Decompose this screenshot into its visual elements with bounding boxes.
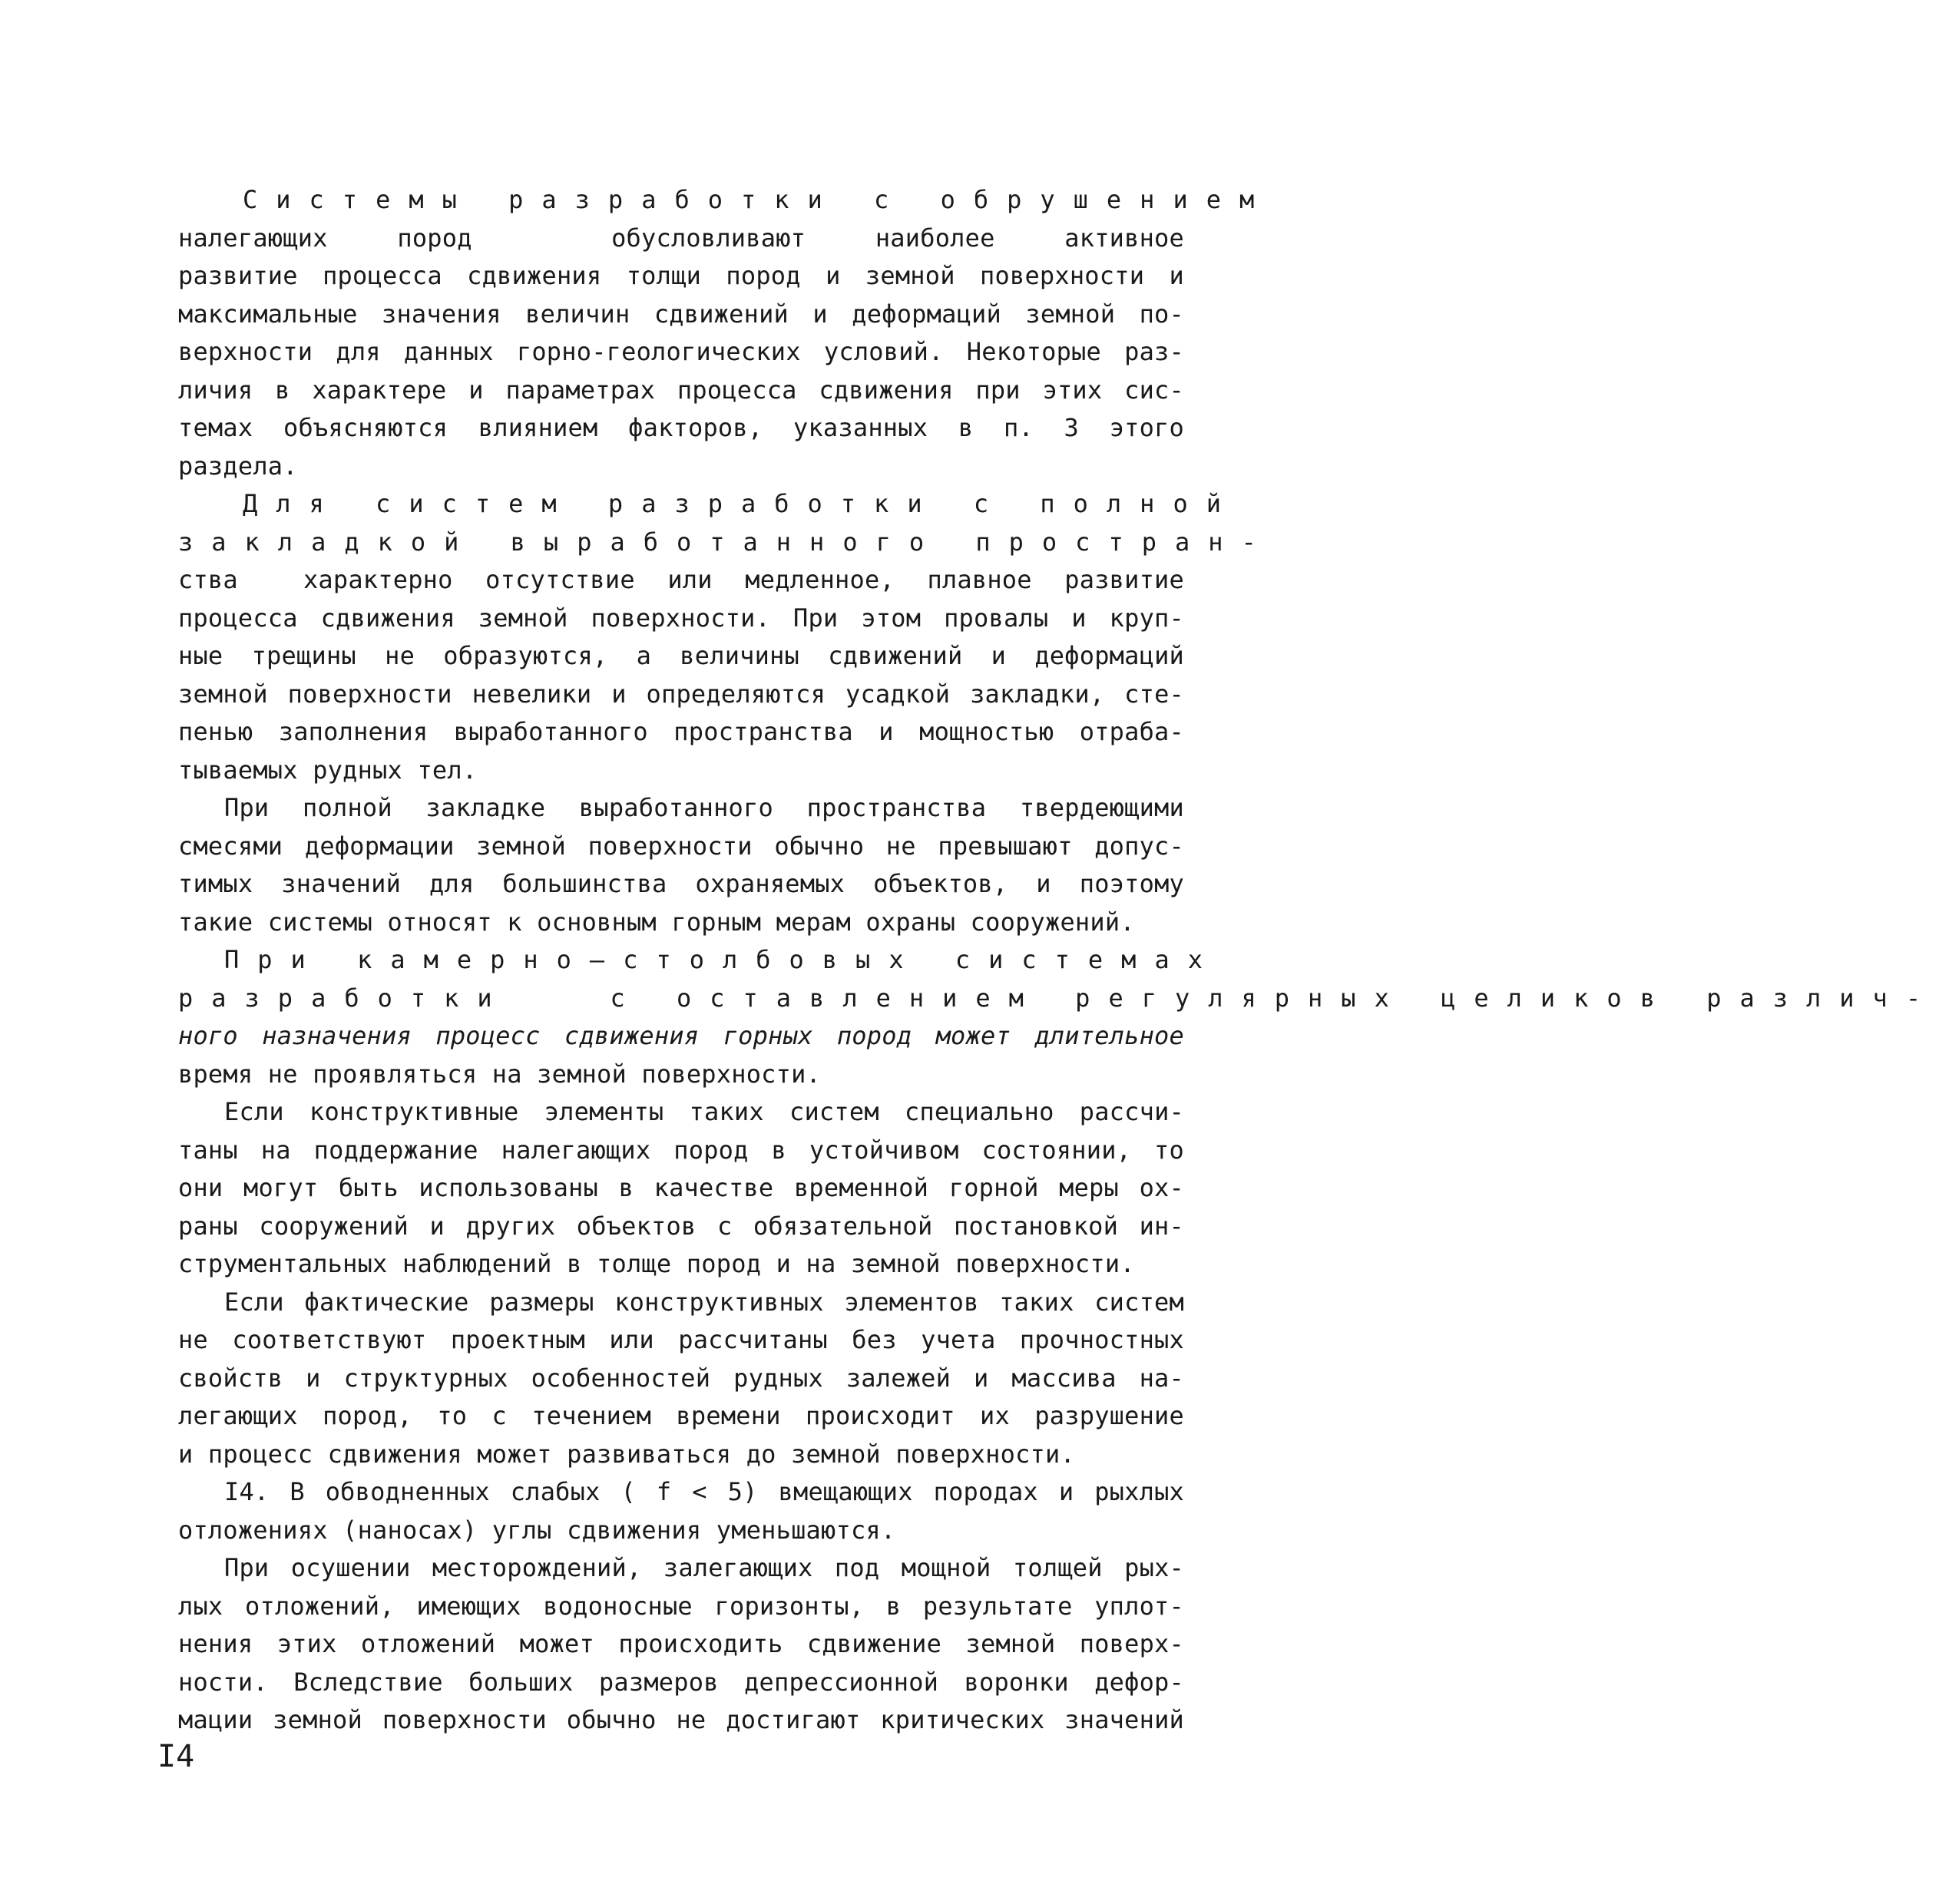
text-line: ности. Вследствие больших размеров депрессионной воронки дефор- xyxy=(178,1667,1184,1697)
text-line: таны на поддержание налегающих пород в устойчивом состоянии, то xyxy=(178,1135,1184,1165)
text-line: Если фактические размеры конструктивных элементов таких систем xyxy=(224,1287,1184,1317)
text-line: легающих пород, то с течением времени происходит их разрушение xyxy=(178,1401,1184,1430)
text-line: они могут быть использованы в качестве временной горной меры ох- xyxy=(178,1173,1184,1202)
text-line: При полной закладке выработанного пространства твердеющими xyxy=(224,793,1184,822)
text-line: Системы разработки с обрушением xyxy=(243,185,1273,214)
text-line: раны сооружений и других объектов с обязательной постановкой ин- xyxy=(178,1211,1184,1241)
text-line: отложениях (наносах) углы сдвижения уменьшаются. xyxy=(178,1515,896,1545)
text-line: время не проявляться на земной поверхности. xyxy=(178,1059,822,1089)
text-line: темах объясняются влиянием факторов, указанных в п. 3 этого xyxy=(178,413,1184,442)
text-line: развитие процесса сдвижения толщи пород и земной поверхности и xyxy=(178,261,1184,290)
text-line: нения этих отложений может происходить сдвижение земной поверх- xyxy=(178,1629,1184,1658)
text-line: личия в характере и параметрах процесса сдвижения при этих сис- xyxy=(178,375,1184,405)
text-line: струментальных наблюдений в толще пород и на земной поверхности. xyxy=(178,1249,1135,1278)
text-line: процесса сдвижения земной поверхности. При этом провалы и круп- xyxy=(178,603,1184,633)
text-line: земной поверхности невелики и определяются усадкой закладки, сте- xyxy=(178,679,1184,709)
text-line: верхности для данных горно-геологических условий. Некоторые раз- xyxy=(178,337,1184,366)
text-line: тываемых рудных тел. xyxy=(178,755,478,785)
page-number: I4 xyxy=(157,1739,195,1774)
text-line: не соответствуют проектным или рассчитаны без учета прочностных xyxy=(178,1325,1184,1354)
text-line: При осушении месторождений, залегающих под мощной толщей рых- xyxy=(224,1553,1184,1582)
text-line: налегающих пород обусловливают наиболее активное xyxy=(178,223,1184,253)
text-line: Для систем разработки с полной xyxy=(243,489,1239,518)
text-line: лых отложений, имеющих водоносные горизонты, в результате уплот- xyxy=(178,1591,1184,1621)
text-line: пенью заполнения выработанного пространства и мощностью отраба- xyxy=(178,717,1184,746)
text-line: разработки с оставлением регулярных целиков различ- xyxy=(178,983,1939,1013)
text-line: ного назначения процесс сдвижения горных пород может длительное xyxy=(178,1021,1184,1050)
text-line: закладкой выработанного простран- xyxy=(178,527,1275,557)
text-line: мации земной поверхности обычно не достигают критических значений xyxy=(178,1705,1184,1734)
text-line: раздела. xyxy=(178,451,298,481)
text-line: ные трещины не образуются, а величины сдвижений и деформаций xyxy=(178,641,1184,670)
text-line: ства характерно отсутствие или медленное, плавное развитие xyxy=(178,565,1184,594)
text-line: такие системы относят к основным горным мерам охраны сооружений. xyxy=(178,907,1135,937)
text-line: При камерно–столбовых системах xyxy=(224,945,1221,974)
text-line: смесями деформации земной поверхности обычно не превышают допус- xyxy=(178,831,1184,861)
text-line: I4. В обводненных слабых ( f < 5) вмещающих породах и рыхлых xyxy=(224,1477,1184,1506)
text-line: Если конструктивные элементы таких систем специально рассчи- xyxy=(224,1097,1184,1126)
text-line: и процесс сдвижения может развиваться до земной поверхности. xyxy=(178,1439,1075,1469)
text-line: свойств и структурных особенностей рудных залежей и массива на- xyxy=(178,1363,1184,1393)
body-text xyxy=(178,181,1939,1740)
text-line: тимых значений для большинства охраняемых объектов, и поэтому xyxy=(178,869,1184,898)
text-line: максимальные значения величин сдвижений и деформаций земной по- xyxy=(178,299,1184,329)
